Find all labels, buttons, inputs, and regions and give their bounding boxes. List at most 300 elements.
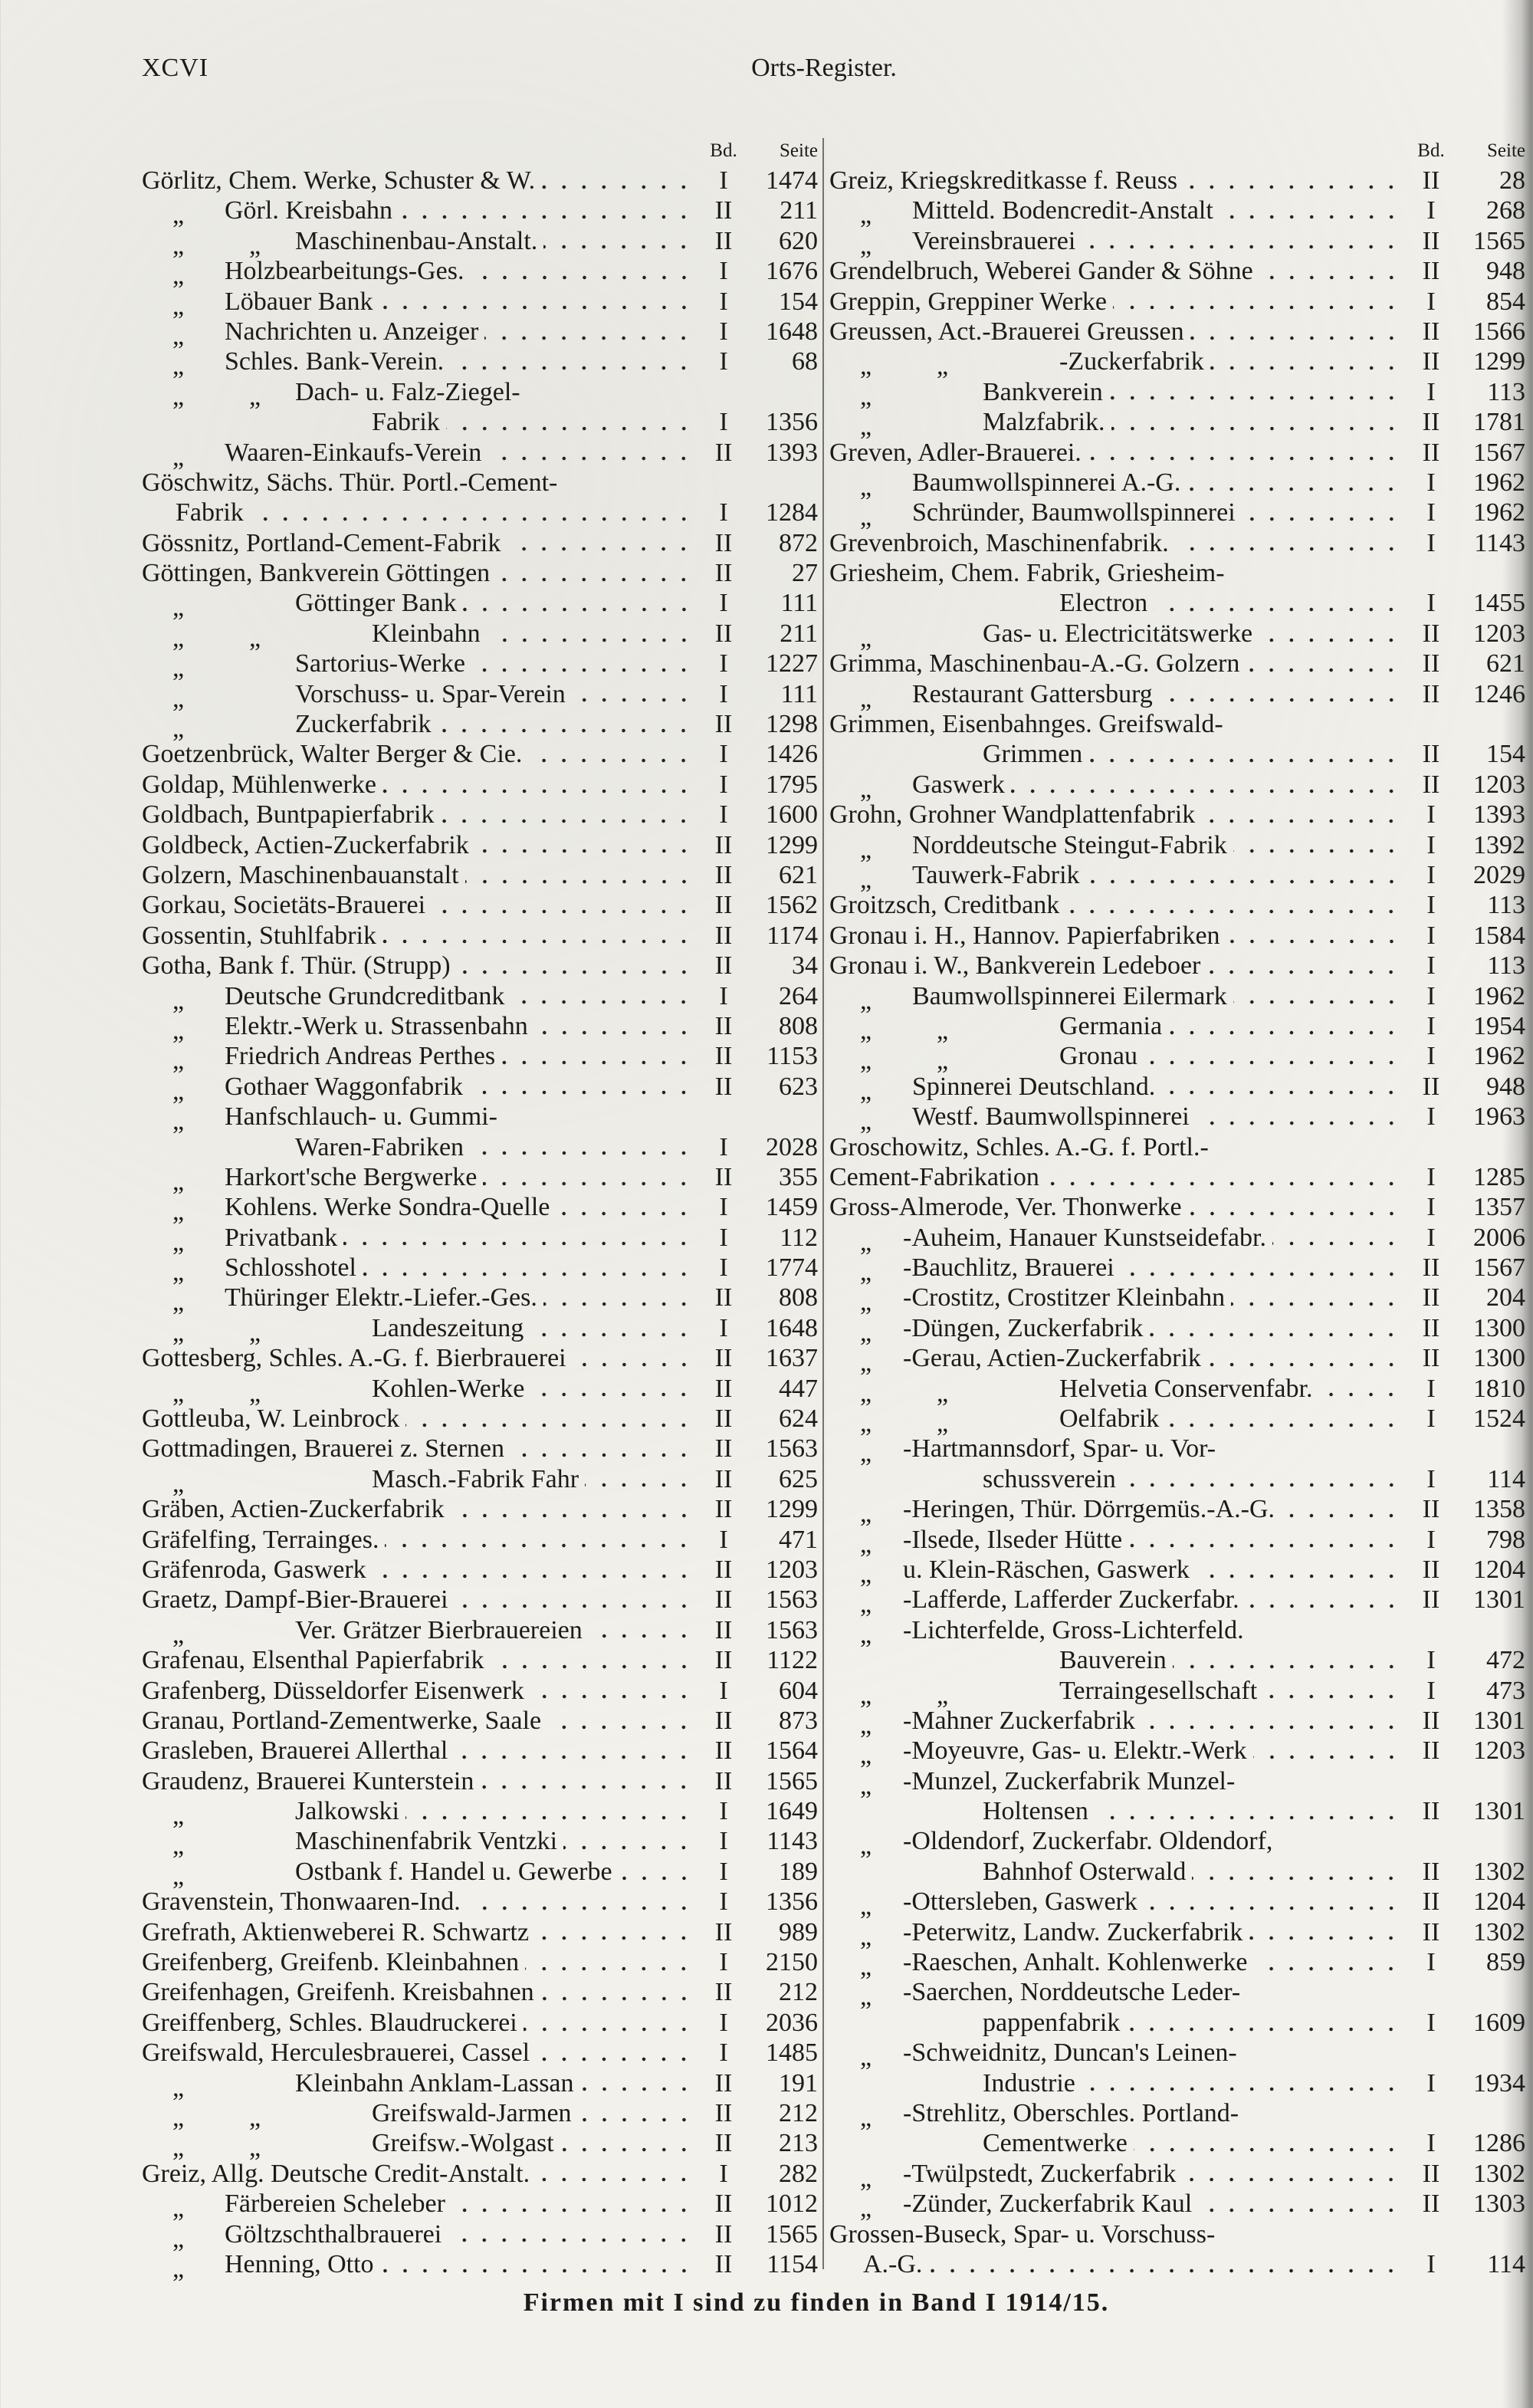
index-entry — [829, 1374, 1525, 1408]
page-reference: 1600 — [766, 800, 818, 829]
page-reference: 1584 — [1473, 921, 1525, 950]
dot-leader — [1246, 668, 1401, 672]
ditto-mark: „ — [860, 1409, 872, 1438]
entry-text: Greussen, Act.-Brauerei Greussen — [829, 317, 1184, 346]
page-reference: 1563 — [766, 1434, 818, 1464]
dot-leader — [1122, 1483, 1401, 1487]
entry-text: Golzern, Maschinenbauanstalt — [142, 860, 459, 889]
entry-text: Gossentin, Stuhlfabrik — [142, 921, 376, 950]
entry-text: Holzbearbeitungs-Ges. — [225, 257, 464, 286]
column-header — [829, 136, 1525, 166]
volume-number: II — [1422, 257, 1440, 286]
index-entry — [829, 739, 1525, 769]
index-entry — [829, 1253, 1525, 1287]
page-reference: 808 — [779, 1283, 818, 1312]
ditto-mark: „ — [172, 1258, 185, 1287]
index-entry — [142, 1374, 818, 1408]
volume-number: II — [1422, 1706, 1440, 1735]
entry-text: Elektr.-Werk u. Strassenbahn — [225, 1011, 528, 1040]
dot-leader — [1318, 1392, 1401, 1397]
dot-leader — [437, 728, 694, 733]
index-entry — [142, 1313, 818, 1347]
page-reference: 1954 — [1473, 1011, 1525, 1040]
entry-text: Greifswald, Herculesbrauerei, Cassel — [142, 2038, 530, 2068]
index-entry — [829, 287, 1525, 317]
index-entry — [142, 407, 818, 437]
index-entry — [142, 709, 818, 744]
page-reference: 1301 — [1473, 1706, 1525, 1735]
volume-number: I — [719, 1525, 728, 1554]
volume-number: I — [1426, 1162, 1436, 1191]
entry-text: Kohlen-Werke — [372, 1374, 525, 1403]
dot-leader — [560, 2147, 694, 2152]
ditto-mark: „ — [860, 774, 872, 803]
ditto-mark: „ — [860, 1318, 872, 1347]
page-reference: 1122 — [766, 1646, 818, 1675]
ditto-mark: „ — [860, 1680, 872, 1710]
page-reference: 1609 — [1473, 2008, 1525, 2037]
index-entry — [829, 1494, 1525, 1529]
entry-text: -Mahner Zuckerfabrik — [903, 1706, 1136, 1735]
page-reference: 1562 — [766, 891, 818, 920]
page-reference: 111 — [780, 589, 818, 618]
volume-number: I — [719, 679, 728, 708]
volume-number: II — [714, 1615, 733, 1644]
index-entry — [142, 1223, 818, 1257]
dot-leader — [1231, 1302, 1401, 1306]
dot-leader — [1154, 607, 1401, 612]
index-entry — [829, 1343, 1525, 1378]
volume-number: I — [1426, 2129, 1436, 2158]
index-entry — [142, 1796, 818, 1831]
entry-text: Göschwitz, Sächs. Thür. Portl.-Cement- — [142, 468, 558, 497]
entry-text: Grafenberg, Düsseldorfer Eisenwerk — [142, 1676, 524, 1705]
ditto-mark: „ — [172, 2073, 185, 2102]
entry-text: Greppin, Greppiner Werke — [829, 287, 1107, 316]
dot-leader — [451, 1513, 694, 1518]
dot-leader — [1210, 366, 1401, 370]
volume-number: II — [1422, 1857, 1440, 1886]
page-reference: 872 — [779, 528, 818, 557]
ditto-mark: „ — [860, 1620, 872, 1649]
ditto-mark: „ — [860, 1227, 872, 1257]
volume-number: I — [1426, 1464, 1436, 1493]
volume-number: II — [714, 921, 733, 950]
dot-leader — [480, 1785, 694, 1789]
volume-number: II — [1422, 1736, 1440, 1766]
ditto-mark: „ — [172, 201, 185, 230]
dot-leader — [343, 1241, 694, 1246]
ditto-mark: „ — [172, 986, 185, 1015]
dot-leader — [1196, 1121, 1401, 1125]
volume-number: II — [714, 1495, 733, 1524]
index-entry — [142, 226, 818, 260]
entry-text: Grimmen — [983, 740, 1083, 769]
page-reference: 1474 — [766, 166, 818, 195]
dot-leader — [1086, 879, 1401, 884]
page-reference: 1962 — [1473, 981, 1525, 1010]
dot-leader — [471, 275, 694, 280]
entry-text: Gottleuba, W. Leinbrock — [142, 1404, 400, 1434]
entry-text: Kleinbahn — [372, 619, 481, 648]
volume-number: I — [719, 981, 728, 1010]
volume-number: II — [714, 1464, 733, 1493]
entry-text: Schründer, Baumwollspinnerei — [912, 498, 1236, 527]
page-reference: 1567 — [1473, 1253, 1525, 1283]
volume-number: II — [714, 1072, 733, 1101]
index-entry — [829, 468, 1525, 501]
volume-number: II — [714, 1917, 733, 1946]
volume-number: I — [1426, 287, 1436, 316]
index-entry — [829, 619, 1525, 652]
page-reference: 2006 — [1473, 1223, 1525, 1252]
index-entry — [829, 649, 1525, 678]
page-reference: 1564 — [766, 1736, 818, 1766]
entry-text: Schlosshotel — [225, 1253, 356, 1283]
ditto-mark: „ — [172, 1167, 185, 1196]
ditto-mark: „ — [249, 231, 261, 260]
volume-number: II — [714, 1434, 733, 1464]
dot-leader — [534, 1030, 694, 1035]
entry-text: Electron — [1059, 589, 1148, 618]
index-entry — [142, 166, 818, 195]
page-reference: 1962 — [1473, 498, 1525, 527]
ditto-mark: „ — [172, 1227, 185, 1257]
dot-leader — [1159, 698, 1401, 702]
index-entry — [142, 1434, 818, 1464]
dot-leader — [440, 819, 694, 823]
dot-leader — [467, 1906, 694, 1910]
ditto-mark: „ — [249, 623, 261, 652]
entry-text: Mitteld. Bodencredit-Anstalt — [912, 196, 1213, 225]
volume-number: II — [714, 528, 733, 557]
volume-number: I — [719, 1313, 728, 1342]
page-reference: 154 — [1486, 740, 1525, 769]
page-reference: 1012 — [766, 2190, 818, 2219]
index-entry — [142, 619, 818, 652]
entry-text: Baumwollspinnerei A.-G. — [912, 468, 1181, 497]
index-entry — [829, 830, 1525, 864]
index-entry — [142, 1826, 818, 1861]
index-entry — [142, 588, 818, 623]
dot-leader — [1281, 1513, 1401, 1518]
index-entry — [142, 558, 818, 588]
volume-number: II — [714, 438, 733, 467]
dot-leader — [1144, 1906, 1401, 1910]
ditto-mark: „ — [860, 865, 872, 894]
entry-text: Vorschuss- u. Spar-Verein — [295, 679, 566, 708]
volume-number: I — [1426, 800, 1436, 829]
entry-text: Waren-Fabriken — [295, 1132, 464, 1161]
index-entry — [142, 1525, 818, 1555]
index-entry — [829, 770, 1525, 803]
index-entry — [142, 1887, 818, 1917]
volume-number: II — [1422, 1313, 1440, 1342]
entry-text: -Gerau, Actien-Zuckerfabrik — [903, 1344, 1201, 1373]
index-entry — [142, 2128, 818, 2163]
index-entry — [829, 2068, 1525, 2098]
entry-text: Baumwollspinnerei Eilermark — [912, 981, 1227, 1010]
entry-text: pappenfabrik — [983, 2008, 1121, 2037]
entry-text: -Heringen, Thür. Dörrgemüs.-A.-G. — [903, 1495, 1275, 1524]
entry-text: Graetz, Dampf-Bier-Brauerei — [142, 1585, 448, 1615]
dot-leader — [454, 1755, 694, 1759]
volume-number: I — [719, 2038, 728, 2068]
entry-text: -Schweidnitz, Duncan's Leinen- — [903, 2038, 1237, 2068]
volume-number: I — [1426, 468, 1436, 497]
dot-leader — [1128, 1543, 1401, 1548]
volume-number: II — [1422, 166, 1440, 195]
page-reference: 1285 — [1473, 1162, 1525, 1191]
ditto-mark: „ — [860, 382, 872, 411]
index-entry — [829, 1706, 1525, 1739]
index-entry — [829, 1102, 1525, 1136]
page-reference: 1286 — [1473, 2129, 1525, 2158]
index-entry — [142, 1555, 818, 1585]
entry-text: schussverein — [983, 1464, 1116, 1493]
dot-leader — [1259, 275, 1401, 280]
entry-text: A.-G. — [863, 2249, 923, 2278]
ditto-mark: „ — [172, 1046, 185, 1076]
index-entry — [829, 921, 1525, 951]
dot-leader — [547, 1725, 694, 1730]
dot-leader — [1259, 638, 1401, 642]
index-entry — [142, 800, 818, 829]
page-reference: 604 — [779, 1676, 818, 1705]
entry-text: Cementwerke — [983, 2129, 1128, 2158]
entry-text: Industrie — [983, 2068, 1075, 2098]
ditto-mark: „ — [860, 412, 872, 442]
index-entry — [142, 438, 818, 471]
ditto-mark: „ — [860, 1500, 872, 1529]
volume-number: II — [1422, 1344, 1440, 1373]
page-reference: 111 — [780, 679, 818, 708]
page-reference: 1300 — [1473, 1313, 1525, 1342]
volume-number: I — [719, 1827, 728, 1856]
dot-leader — [501, 1060, 694, 1065]
volume-number: I — [719, 2008, 728, 2037]
ditto-mark: „ — [937, 1680, 949, 1710]
volume-number: I — [719, 740, 728, 769]
page-reference: 1676 — [766, 257, 818, 286]
page-reference: 1567 — [1473, 438, 1525, 467]
page-reference: 1963 — [1473, 1102, 1525, 1132]
volume-number: I — [1426, 921, 1436, 950]
ditto-mark: „ — [172, 2254, 185, 2283]
entry-text: Grasleben, Brauerei Allerthal — [142, 1736, 448, 1766]
dot-leader — [563, 1845, 694, 1850]
page-reference: 1485 — [766, 2038, 818, 2068]
index-entry — [142, 1615, 818, 1649]
index-entry — [829, 528, 1525, 558]
volume-number: I — [1426, 1223, 1436, 1252]
volume-number: II — [1422, 438, 1440, 467]
dot-leader — [619, 1876, 694, 1881]
page-reference: 1565 — [766, 1766, 818, 1795]
page-reference: 1298 — [766, 710, 818, 739]
volume-number: II — [1422, 1585, 1440, 1615]
page-reference: 355 — [779, 1162, 818, 1191]
entry-text: Greifswald-Jarmen — [372, 2099, 572, 2127]
index-entry — [142, 1011, 818, 1045]
entry-text: Westf. Baumwollspinnerei — [912, 1102, 1190, 1132]
ditto-mark: „ — [860, 1892, 872, 1921]
page-reference: 1962 — [1473, 468, 1525, 497]
dot-leader — [379, 305, 694, 310]
page-reference: 1459 — [766, 1193, 818, 1222]
entry-text: Nachrichten u. Anzeiger — [225, 317, 479, 346]
index-entry — [142, 1766, 818, 1796]
page-reference: 1962 — [1473, 1042, 1525, 1071]
page-reference: 1356 — [766, 408, 818, 437]
dot-leader — [540, 1996, 694, 2001]
dot-leader — [1088, 456, 1401, 461]
entry-text: Fabrik — [372, 408, 440, 437]
ditto-mark: „ — [172, 2134, 185, 2163]
dot-leader — [465, 879, 694, 884]
dot-leader — [1161, 1090, 1401, 1095]
entry-text: -Auheim, Hanauer Kunstseidefabr. — [903, 1223, 1266, 1252]
volume-number: II — [1422, 347, 1440, 376]
index-entry — [829, 1162, 1525, 1192]
right-column — [829, 136, 1525, 2279]
index-entry — [829, 2038, 1525, 2072]
dot-leader — [1206, 970, 1401, 974]
index-entry — [142, 287, 818, 320]
volume-number: I — [719, 287, 728, 316]
index-entry — [829, 1585, 1525, 1619]
volume-number: I — [719, 1887, 728, 1917]
entry-text: Waaren-Einkaufs-Verein — [225, 438, 482, 467]
dot-leader — [1082, 2087, 1401, 2091]
entry-text: Groitzsch, Creditbank — [829, 891, 1060, 920]
index-entry — [829, 2189, 1525, 2223]
index-entry — [142, 770, 818, 800]
ditto-mark: „ — [172, 261, 185, 291]
ditto-mark: „ — [172, 1831, 185, 1861]
page-reference: 1356 — [766, 1887, 818, 1917]
dot-leader — [455, 1604, 694, 1608]
entry-text: Spinnerei Deutschland. — [912, 1072, 1156, 1101]
volume-number: I — [719, 166, 728, 195]
dot-leader — [1246, 1604, 1401, 1608]
entry-text: Kohlens. Werke Sondra-Quelle — [225, 1193, 550, 1222]
page-reference: 1246 — [1473, 679, 1525, 708]
page-reference: 873 — [779, 1706, 818, 1735]
ditto-mark: „ — [860, 352, 872, 381]
page-reference: 113 — [1487, 951, 1525, 981]
index-entry — [142, 2249, 818, 2283]
volume-number: I — [1426, 2008, 1436, 2037]
ditto-mark: „ — [937, 1378, 949, 1408]
ditto-mark: „ — [172, 2224, 185, 2253]
index-entry — [142, 1645, 818, 1675]
entry-text: Grefrath, Aktienweberei R. Schwartz — [142, 1917, 530, 1946]
ditto-mark: „ — [172, 684, 185, 713]
volume-number: II — [1422, 226, 1440, 255]
dot-leader — [463, 607, 694, 612]
index-entry — [142, 1283, 818, 1317]
index-entry — [142, 2159, 818, 2189]
dot-leader — [541, 185, 694, 189]
volume-number: II — [1422, 1072, 1440, 1101]
page-reference: 1284 — [766, 498, 818, 527]
volume-number: I — [719, 1948, 728, 1977]
page-reference: 213 — [779, 2129, 818, 2158]
ditto-mark: „ — [172, 1107, 185, 1136]
dot-leader — [525, 1966, 694, 1971]
volume-number: II — [714, 860, 733, 889]
entry-text: Gottesberg, Schles. A.-G. f. Bierbrauerei — [142, 1344, 566, 1373]
index-entry — [142, 951, 818, 981]
dot-leader — [1182, 2177, 1401, 2182]
entry-text: -Crostitz, Crostitzer Kleinbahn — [903, 1283, 1226, 1312]
page-reference: 1299 — [1473, 347, 1525, 376]
dot-leader — [469, 1090, 694, 1095]
entry-text: Greiz, Kriegskreditkasse f. Reuss — [829, 166, 1178, 195]
entry-text: Löbauer Bank — [225, 287, 373, 316]
entry-text: Greifenhagen, Greifenh. Kreisbahnen — [142, 1978, 534, 2007]
volume-number: II — [1422, 1797, 1440, 1826]
ditto-mark: „ — [172, 1197, 185, 1227]
entry-text: Greven, Adler-Brauerei. — [829, 438, 1082, 467]
page-reference: 1204 — [1473, 1887, 1525, 1917]
ditto-mark: „ — [860, 1710, 872, 1739]
entry-text: Granau, Portland-Zementwerke, Saale — [142, 1706, 542, 1735]
dot-leader — [510, 1453, 694, 1457]
entry-text: -Twülpstedt, Zuckerfabrik — [903, 2159, 1177, 2188]
index-entry — [829, 1947, 1525, 1982]
page-reference: 189 — [779, 1857, 818, 1886]
entry-text: Gräfelfing, Terrainges. — [142, 1525, 379, 1554]
page-reference: 1300 — [1473, 1344, 1525, 1373]
dot-leader — [405, 1815, 694, 1820]
entry-text: Gotha, Bank f. Thür. (Strupp) — [142, 951, 451, 981]
index-entry — [142, 1917, 818, 1947]
index-entry — [829, 1826, 1525, 1861]
volume-number: II — [714, 1585, 733, 1615]
index-entry — [142, 981, 818, 1015]
entry-text: Bauverein — [1059, 1646, 1167, 1675]
index-entry — [829, 1977, 1525, 2012]
volume-number: I — [1426, 1404, 1436, 1434]
dot-leader — [1226, 939, 1401, 944]
ditto-mark: „ — [172, 2104, 185, 2132]
ditto-mark: „ — [860, 1922, 872, 1951]
index-entry — [829, 2008, 1525, 2038]
entry-text: Terraingesellschaft — [1059, 1676, 1258, 1705]
page-reference: 114 — [1487, 1464, 1525, 1493]
ditto-mark: „ — [172, 231, 185, 260]
entry-text: Zuckerfabrik — [295, 710, 432, 739]
page-reference: 264 — [779, 981, 818, 1010]
volume-number: I — [719, 1253, 728, 1283]
page-reference: 473 — [1486, 1676, 1525, 1705]
index-entry — [142, 860, 818, 890]
index-entry — [829, 1796, 1525, 1826]
dot-leader — [572, 698, 694, 702]
index-entry — [142, 528, 818, 558]
volume-number: II — [714, 710, 733, 739]
ditto-mark: „ — [172, 1016, 185, 1045]
page-reference: 1204 — [1473, 1555, 1525, 1584]
entry-text: Fabrik — [176, 498, 244, 527]
entry-text: Maschinenfabrik Ventzki — [295, 1827, 558, 1856]
dot-leader — [385, 1543, 694, 1548]
dot-leader — [373, 1574, 694, 1579]
page-reference: 2150 — [766, 1948, 818, 1977]
entry-text: Oelfabrik — [1059, 1404, 1160, 1434]
